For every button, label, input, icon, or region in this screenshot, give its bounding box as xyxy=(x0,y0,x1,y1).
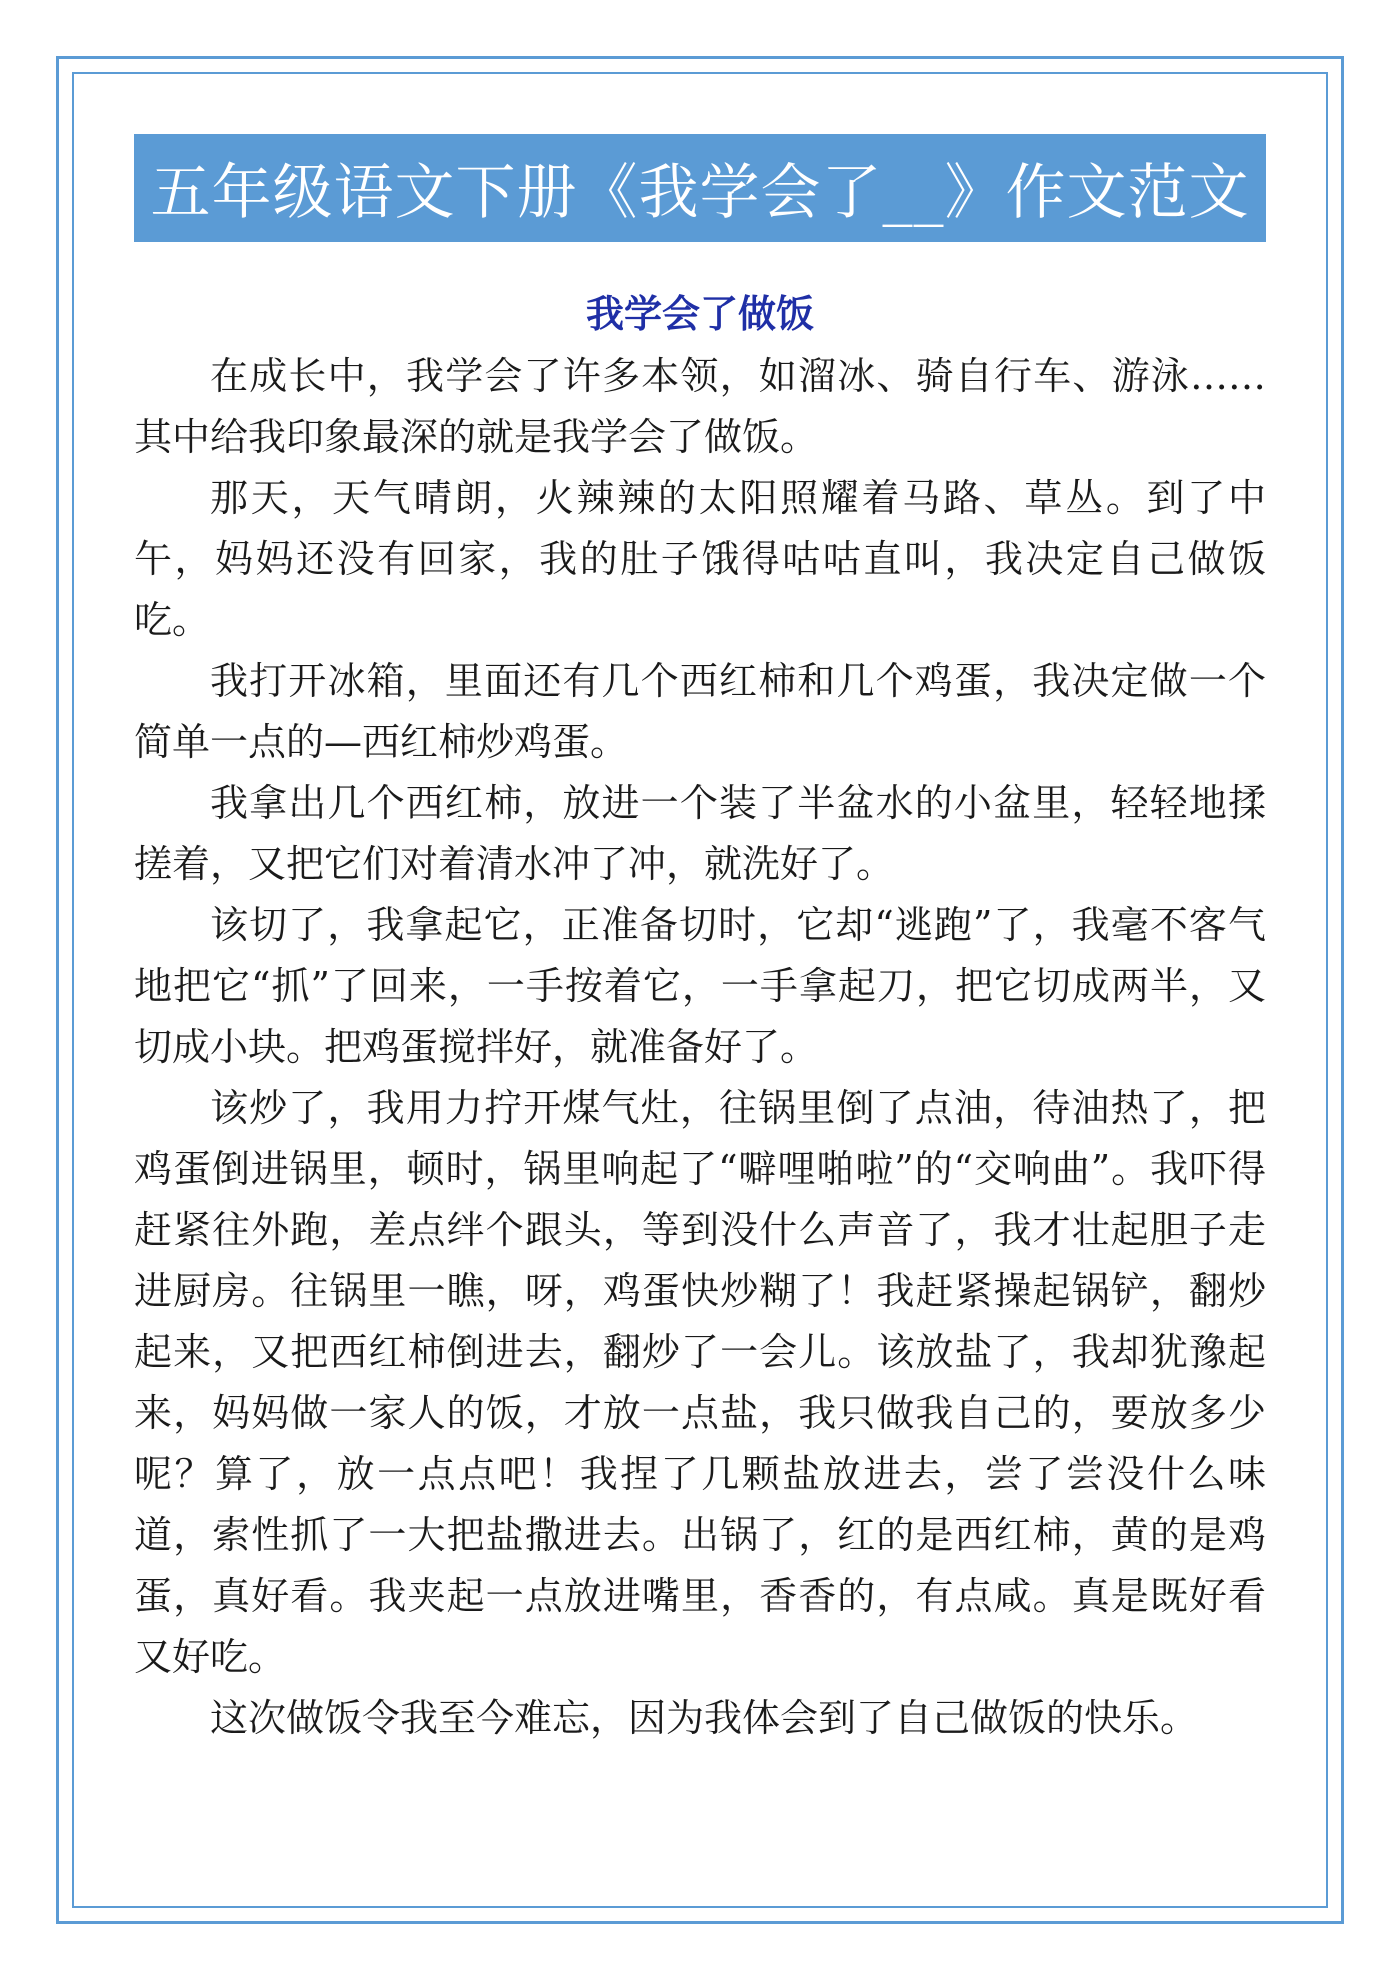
paragraph: 我拿出几个西红柿，放进一个装了半盆水的小盆里，轻轻地揉搓着，又把它们对着清水冲了冲，就洗好了。 xyxy=(134,781,1266,886)
document-title: 五年级语文下册《我学会了__》作文范文 xyxy=(134,134,1266,242)
essay-body xyxy=(134,346,1266,1749)
essay-title: 我学会了做饭 xyxy=(585,292,814,336)
paragraph: 那天，天气晴朗，火辣辣的太阳照耀着马路、草丛。到了中午，妈妈还没有回家，我的肚子饿得咕咕直叫，我决定自己做饭吃。 xyxy=(134,476,1266,642)
paragraph: 该切了，我拿起它，正准备切时，它却“逃跑”了，我毫不客气地把它“抓”了回来，一手按着它，一手拿起刀，把它切成两半，又切成小块。把鸡蛋搅拌好，就准备好了。 xyxy=(134,903,1266,1069)
paragraph: 该炒了，我用力拧开煤气灶，往锅里倒了点油，待油热了，把鸡蛋倒进锅里，顿时，锅里响起了“噼哩啪啦”的“交响曲”。我吓得赶紧往外跑，差点绊个跟头，等到没什么声音了，我才壮起胆子走进厨房。往锅里一瞧，呀，鸡蛋快炒糊了！我赶紧操起锅铲，翻炒起来，又把西红柿倒进去，翻炒了一会儿。该放盐了，我却犹豫起来，妈妈做一家人的饭，才放一点盐，我只做我自己的，要放多少呢？算了，放一点点吧！我捏了几颗盐放进去，尝了尝没什么味道，索性抓了一大把盐撒进去。出锅了，红的是西红柿，黄的是鸡蛋，真好看。我夹起一点放进嘴里，香香的，有点咸。真是既好看又好吃。 xyxy=(134,1086,1266,1679)
paragraph: 在成长中，我学会了许多本领，如溜冰、骑自行车、游泳……其中给我印象最深的就是我学会了做饭。 xyxy=(134,354,1266,459)
paragraph: 我打开冰箱，里面还有几个西红柿和几个鸡蛋，我决定做一个简单一点的—西红柿炒鸡蛋。 xyxy=(134,659,1266,764)
paragraph: 这次做饭令我至今难忘，因为我体会到了自己做饭的快乐。 xyxy=(210,1696,1199,1740)
document-content xyxy=(134,134,1266,1749)
